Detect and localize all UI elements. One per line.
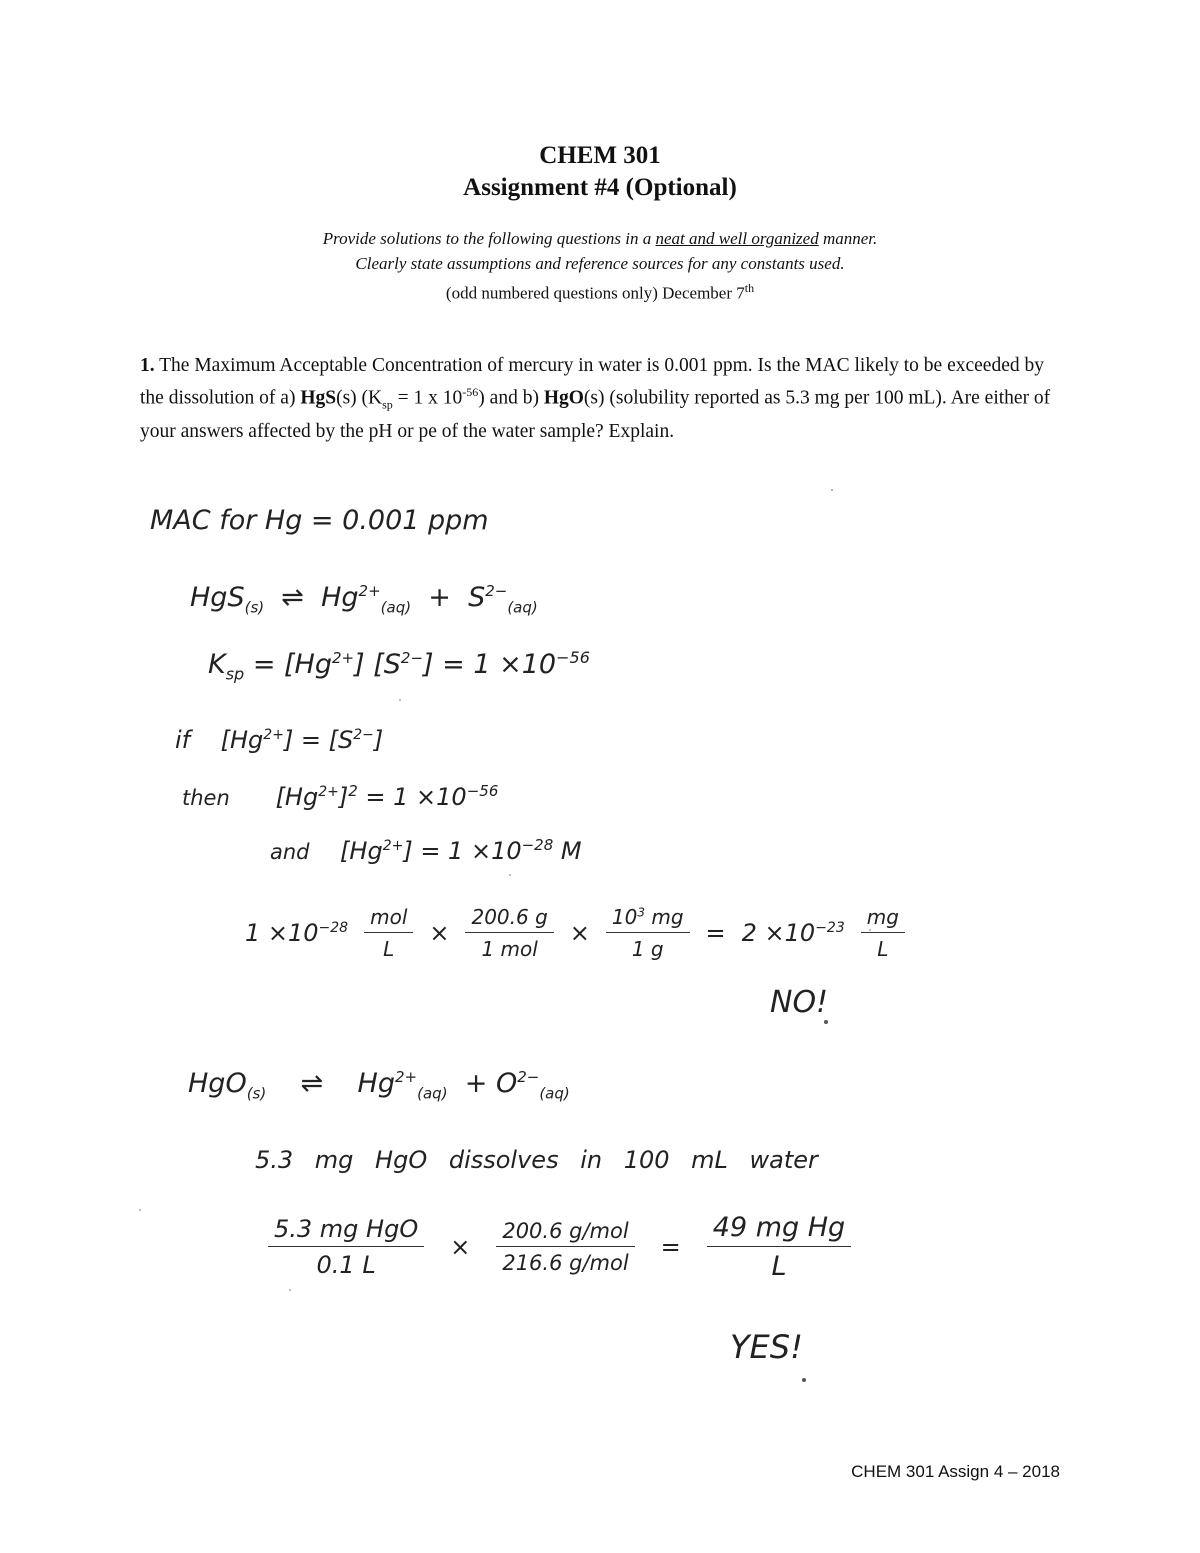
question-text: = 1 x 10 — [392, 387, 463, 409]
due-date-suffix: th — [744, 281, 755, 295]
hw-sub: (aq) — [380, 598, 412, 617]
instruction-text: manner. — [818, 229, 878, 248]
mac-statement: MAC for Hg = 0.001 ppm — [150, 505, 489, 536]
fraction-denominator: L — [877, 937, 889, 961]
hw-text: S — [468, 582, 486, 613]
fraction-numerator: 200.6 g/mol — [496, 1219, 634, 1247]
hw-text: ] [S — [354, 649, 401, 680]
hw-sup: 2+ — [358, 582, 381, 600]
hw-text: ] = 1 ×10 — [423, 649, 557, 680]
fraction-numerator: 200.6 g — [465, 905, 553, 933]
hw-sup: 2− — [485, 582, 508, 600]
hw-sup: −28 — [521, 836, 554, 854]
equilibrium-arrow: ⇌ — [281, 582, 304, 613]
hw-text: mg — [645, 905, 684, 929]
hw-text: + — [464, 1068, 488, 1099]
hw-sup: 2− — [353, 727, 374, 743]
fraction-numerator: 5.3 mg HgO — [268, 1215, 424, 1247]
hw-sub: (aq) — [507, 598, 538, 617]
equals-sign: = — [660, 1233, 681, 1261]
hw-text: Hg — [321, 582, 359, 613]
hw-text: [Hg — [220, 726, 264, 754]
formula-hgo: HgO — [543, 387, 584, 409]
hw-text: = 1 ×10 — [357, 783, 467, 811]
fraction-numerator: 49 mg Hg — [707, 1212, 851, 1247]
instruction-text: Provide solutions to the following questions in a — [322, 229, 656, 248]
question-text: (s) (solubility reported as 5.3 mg per 100 mL). Are either of your answers affected by the pH or pe of the water sample? Explain. — [140, 387, 1051, 443]
hw-text: ] = 1 ×10 — [403, 837, 522, 865]
hw-text: M — [553, 837, 582, 865]
hw-sub: sp — [225, 664, 245, 684]
hw-text: ] — [338, 783, 349, 811]
hw-text: ] — [373, 726, 384, 754]
hw-text: K — [208, 649, 226, 680]
equals-sign: = — [705, 919, 726, 947]
hw-text: HgS — [190, 582, 245, 613]
hw-sup: 2+ — [332, 649, 355, 667]
hw-text: [Hg — [275, 783, 319, 811]
hw-text: if — [175, 726, 191, 754]
hw-sup: 2− — [517, 1068, 540, 1086]
hw-sup: 2+ — [395, 1068, 418, 1086]
hw-sup: 2+ — [263, 727, 284, 743]
ksp-subscript: sp — [382, 397, 393, 412]
fraction-denominator: 216.6 g/mol — [502, 1251, 629, 1275]
answer-yes: YES! — [730, 1328, 803, 1366]
multiply-sign: × — [569, 919, 590, 947]
hw-sub: (s) — [246, 1084, 267, 1103]
fraction-denominator: 1 g — [631, 937, 664, 961]
hgo-solubility-statement: 5.3 mg HgO dissolves in 100 mL water — [255, 1146, 818, 1174]
hw-text: = [Hg — [252, 649, 332, 680]
hw-text: 10 — [611, 905, 638, 929]
hw-sup: 3 — [637, 905, 645, 920]
hw-sup: −56 — [466, 782, 499, 800]
question-text: ) and b) — [478, 387, 544, 409]
answer-no: NO! — [770, 985, 829, 1020]
hw-sup: −56 — [556, 648, 590, 667]
hw-sub: (aq) — [417, 1084, 448, 1103]
hw-text: and — [270, 840, 310, 864]
question-text: (s) (K — [336, 387, 383, 409]
instruction-line-2: Clearly state assumptions and reference sources for any constants used. — [355, 254, 845, 273]
fraction-denominator: 1 mol — [481, 937, 538, 961]
hw-sup: 2+ — [318, 784, 339, 800]
hw-sup: −28 — [318, 920, 349, 936]
hw-text: then — [182, 786, 230, 810]
assignment-title: Assignment #4 (Optional) — [463, 174, 737, 201]
course-title: CHEM 301 — [539, 142, 661, 169]
hw-text: 2 ×10 — [741, 919, 816, 947]
instruction-underlined: neat and well organized — [655, 229, 819, 248]
fraction-numerator: mg — [861, 905, 905, 933]
ksp-exponent: -56 — [462, 385, 479, 399]
hw-sub: (aq) — [539, 1084, 570, 1103]
formula-hgs: HgS — [300, 387, 337, 409]
fraction-denominator: 0.1 L — [316, 1251, 376, 1279]
hw-text: [Hg — [340, 837, 383, 865]
equilibrium-arrow: ⇌ — [300, 1068, 324, 1099]
fraction-numerator: mol — [364, 905, 413, 933]
question-number: 1. — [140, 355, 155, 376]
hw-sub: (s) — [244, 598, 265, 617]
fraction-denominator: L — [771, 1251, 787, 1282]
hw-text: ] = [S — [283, 726, 354, 754]
hw-sup: 2− — [400, 649, 424, 667]
hw-sup: 2 — [348, 782, 358, 800]
hw-text: 1 ×10 — [245, 919, 319, 947]
hw-sup: 2+ — [382, 838, 404, 854]
page-footer: CHEM 301 Assign 4 – 2018 — [851, 1462, 1060, 1481]
hw-text: + — [428, 582, 451, 613]
hw-text: HgO — [188, 1068, 247, 1099]
multiply-sign: × — [450, 1233, 471, 1261]
question-text: The Maximum Acceptable Concentration of mercury in water is 0.001 ppm. Is the MAC likely to be exceeded by the dissolution of a) — [140, 355, 1044, 409]
hw-text: Hg — [357, 1068, 395, 1099]
due-date: (odd numbered questions only) December 7 — [445, 283, 745, 303]
multiply-sign: × — [429, 919, 450, 947]
fraction-denominator: L — [383, 937, 395, 961]
hw-text: O — [495, 1068, 518, 1099]
hw-sup: −23 — [815, 920, 845, 936]
